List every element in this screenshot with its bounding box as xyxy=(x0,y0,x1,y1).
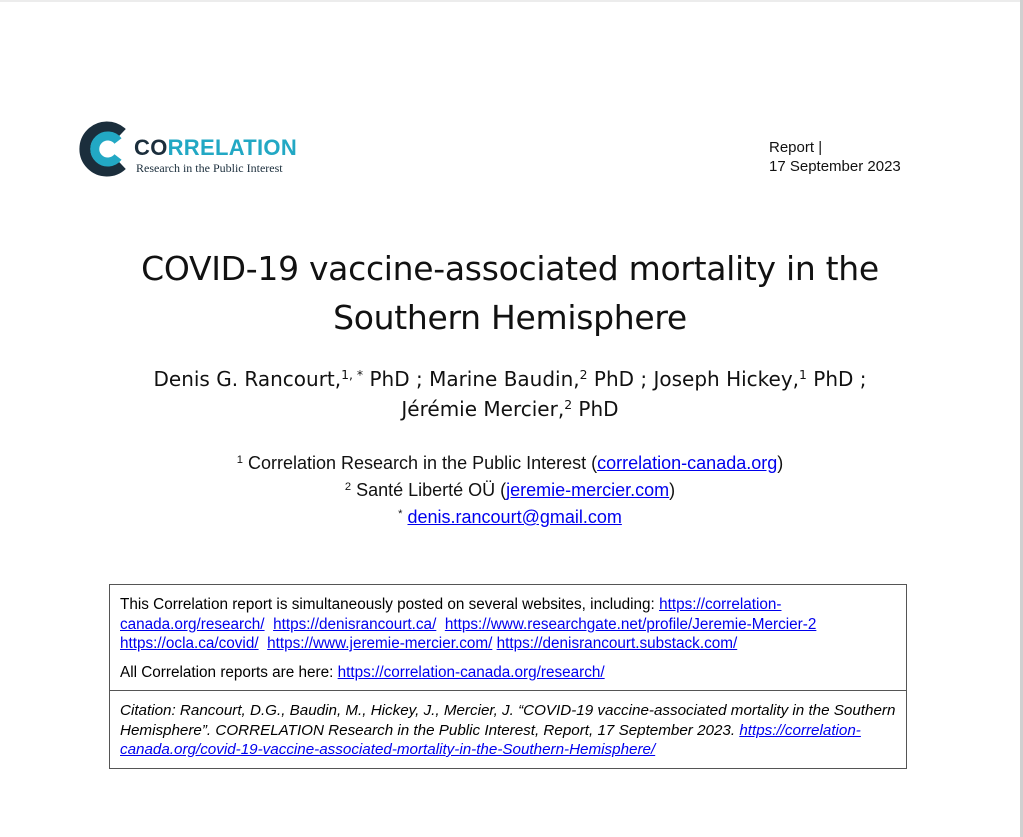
author-affiliation-mark: 2 xyxy=(564,397,573,413)
logo-tagline: Research in the Public Interest xyxy=(136,161,283,175)
author-affiliation-mark: 1, * xyxy=(341,367,364,383)
author-list xyxy=(80,364,940,424)
author-affiliation-mark: 1 xyxy=(799,367,807,383)
posting-link[interactable]: https://denisrancourt.substack.com/ xyxy=(496,635,738,652)
logo-wordmark-part1: CO xyxy=(134,135,168,160)
correlation-logo xyxy=(74,120,314,180)
posting-link[interactable]: https://ocla.ca/covid/ xyxy=(120,635,259,652)
author-degree: PhD ; xyxy=(587,367,654,391)
posting-link[interactable]: https://www.jeremie-mercier.com/ xyxy=(267,635,493,652)
posting-notice xyxy=(120,595,896,654)
report-label: Report | xyxy=(769,139,823,156)
affiliation-2 xyxy=(80,477,940,504)
author-line-1 xyxy=(80,364,940,394)
author-name: Jérémie Mercier, xyxy=(401,397,565,421)
citation-text: Citation: Rancourt, D.G., Baudin, M., Hickey, J., Mercier, J. “COVID-19 vaccine-associated mortality in the Southern Hemisphere”. CORRELATION Research in the Public Interest, Report, 17 September 2023. xyxy=(120,702,896,739)
affiliation-close: ) xyxy=(669,480,676,500)
author-degree: PhD xyxy=(572,397,619,421)
page-title xyxy=(80,244,940,342)
logo-wordmark-part2: RRELATION xyxy=(167,135,298,160)
posting-link[interactable]: https://correlation-canada.org/research/ xyxy=(120,596,782,633)
posting-link[interactable]: https://denisrancourt.ca/ xyxy=(273,615,437,633)
affiliation-close: ) xyxy=(777,453,784,473)
logo-wordmark xyxy=(134,136,297,160)
citation xyxy=(120,701,900,760)
author-affiliation-mark: 2 xyxy=(579,367,588,383)
author-line-2 xyxy=(80,394,940,424)
author-name: Marine Baudin, xyxy=(429,367,580,391)
logo-c-icon xyxy=(74,120,132,178)
citation-link[interactable]: https://correlation-canada.org/covid-19-vaccine-associated-mortality-in-the-Southern-Hemisphere/ xyxy=(120,721,861,758)
page-top-edge xyxy=(0,0,1023,2)
notice-box xyxy=(109,584,907,769)
affiliation-link[interactable]: correlation-canada.org xyxy=(597,453,778,473)
author-degree: PhD ; xyxy=(363,367,430,391)
corresponding-email xyxy=(80,504,940,531)
all-reports-label: All Correlation reports are here: xyxy=(120,664,338,681)
author-name: Denis G. Rancourt, xyxy=(153,367,342,391)
notice-box-top xyxy=(110,585,906,691)
email-link[interactable]: denis.rancourt@gmail.com xyxy=(407,507,622,527)
affiliation-text: Santé Liberté OÜ ( xyxy=(356,480,507,500)
posting-intro: This Correlation report is simultaneously posted on several websites, including: xyxy=(120,596,660,613)
affiliation-mark: 1 xyxy=(236,453,243,466)
report-meta xyxy=(769,138,901,176)
affiliation-1 xyxy=(80,450,940,477)
affiliation-mark: 2 xyxy=(344,480,352,493)
all-reports-link[interactable]: https://correlation-canada.org/research/ xyxy=(337,664,605,681)
posting-link[interactable]: https://www.researchgate.net/profile/Jeremie-Mercier-2 xyxy=(444,615,817,633)
affiliation-text: Correlation Research in the Public Interest ( xyxy=(247,453,598,473)
all-reports-line xyxy=(120,663,896,683)
title-line-1: COVID-19 vaccine-associated mortality in the xyxy=(141,249,879,288)
report-date: 17 September 2023 xyxy=(769,158,901,175)
title-line-2: Southern Hemisphere xyxy=(333,298,687,337)
author-degree: PhD ; xyxy=(806,367,867,391)
author-name: Joseph Hickey, xyxy=(653,367,800,391)
email-mark: * xyxy=(398,507,403,520)
affiliation-link[interactable]: jeremie-mercier.com xyxy=(506,480,670,500)
affiliations xyxy=(80,450,940,531)
